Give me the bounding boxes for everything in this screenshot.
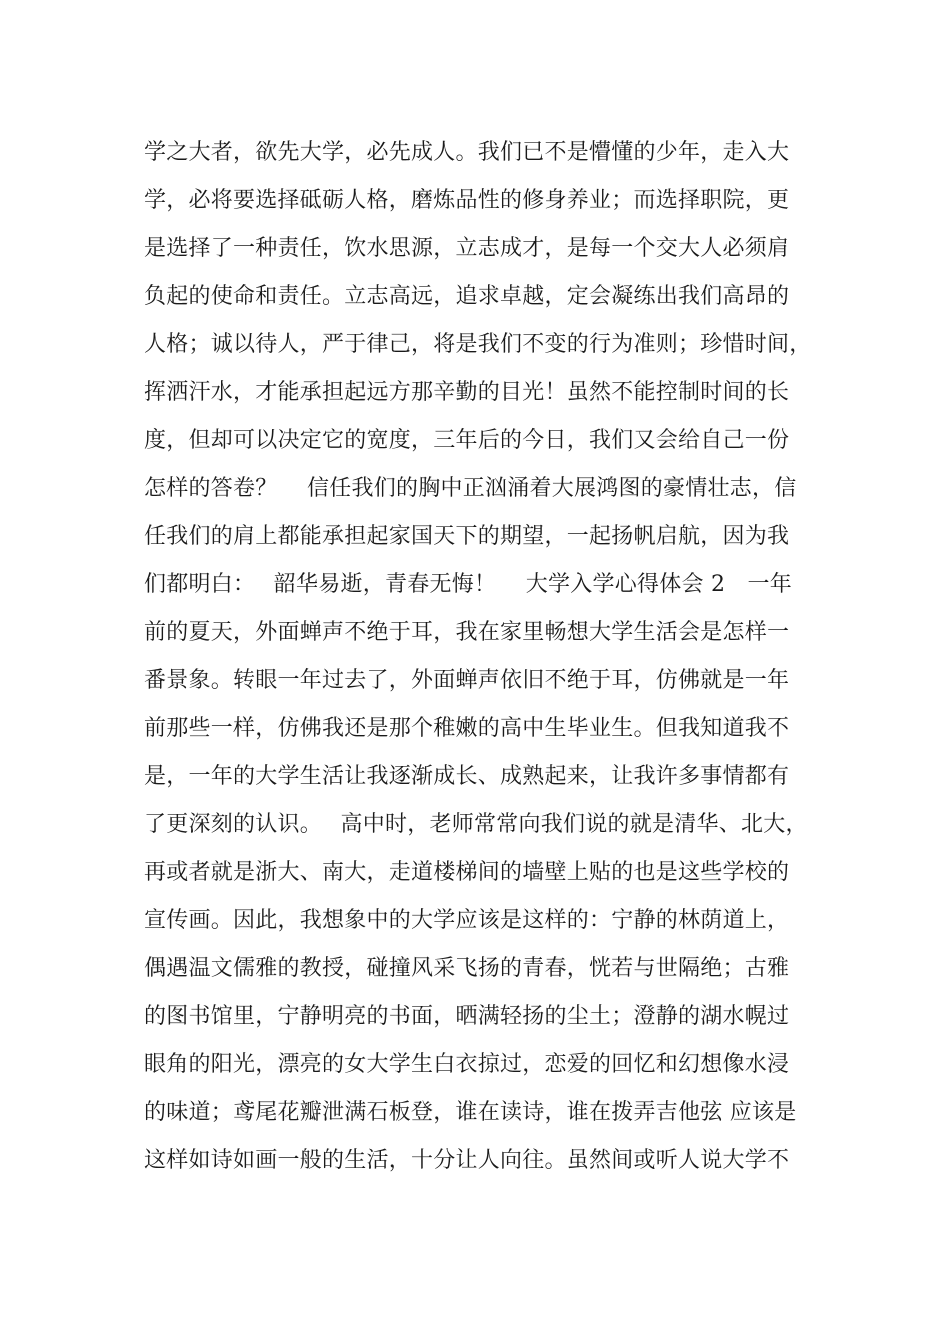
text-line: 挥洒汗水，才能承担起远方那辛勤的目光！虽然不能控制时间的长 bbox=[144, 380, 790, 405]
text-line: 前的夏天，外面蝉声不绝于耳，我在家里畅想大学生活会是怎样一 bbox=[144, 620, 790, 645]
text-line: 是，一年的大学生活让我逐渐成长、成熟起来，让我许多事情都有 bbox=[144, 764, 790, 789]
text-line: 宣传画。因此，我想象中的大学应该是这样的：宁静的林荫道上， bbox=[144, 908, 790, 933]
text-line: 的图书馆里，宁静明亮的书面，晒满轻扬的尘土；澄静的湖水幌过 bbox=[144, 1004, 790, 1029]
text-line: 眼角的阳光，漂亮的女大学生白衣掠过，恋爱的回忆和幻想像水浸 bbox=[144, 1052, 790, 1077]
text-line: 学，必将要选择砥砺人格，磨炼品性的修身养业；而选择职院，更 bbox=[144, 188, 790, 213]
text-line: 这样如诗如画一般的生活，十分让人向往。虽然间或听人说大学不 bbox=[144, 1148, 790, 1173]
text-line: 负起的使命和责任。立志高远，追求卓越，定会凝练出我们高昂的 bbox=[144, 284, 790, 309]
text-line: 了更深刻的认识。 高中时，老师常常向我们说的就是清华、北大， bbox=[144, 812, 808, 837]
text-line: 学之大者，欲先大学，必先成人。我们已不是懵懂的少年，走入大 bbox=[144, 140, 790, 165]
body-text bbox=[144, 129, 824, 1185]
text-line: 度，但却可以决定它的宽度，三年后的今日，我们又会给自己一份 bbox=[144, 428, 790, 453]
text-line: 们都明白： 韶华易逝，青春无悔！ 大学入学心得体会 2 一年 bbox=[144, 572, 792, 597]
text-line: 再或者就是浙大、南大，走道楼梯间的墙壁上贴的也是这些学校的 bbox=[144, 860, 790, 885]
text-line: 人格；诚以待人，严于律己，将是我们不变的行为准则；珍惜时间， bbox=[144, 332, 812, 357]
text-line: 是选择了一种责任，饮水思源，立志成才，是每一个交大人必须肩 bbox=[144, 236, 790, 261]
text-line: 前那些一样，仿佛我还是那个稚嫩的高中生毕业生。但我知道我不 bbox=[144, 716, 790, 741]
text-line: 偶遇温文儒雅的教授，碰撞风采飞扬的青春，恍若与世隔绝；古雅 bbox=[144, 956, 790, 981]
text-line: 番景象。转眼一年过去了，外面蝉声依旧不绝于耳，仿佛就是一年 bbox=[144, 668, 790, 693]
text-line: 的味道；鸢尾花瓣泄满石板登，谁在读诗，谁在拨弄吉他弦 应该是 bbox=[144, 1100, 797, 1125]
text-line: 任我们的肩上都能承担起家国天下的期望，一起扬帆启航，因为我 bbox=[144, 524, 790, 549]
text-line: 怎样的答卷？ 信任我们的胸中正汹涌着大展鸿图的豪情壮志，信 bbox=[144, 476, 797, 501]
